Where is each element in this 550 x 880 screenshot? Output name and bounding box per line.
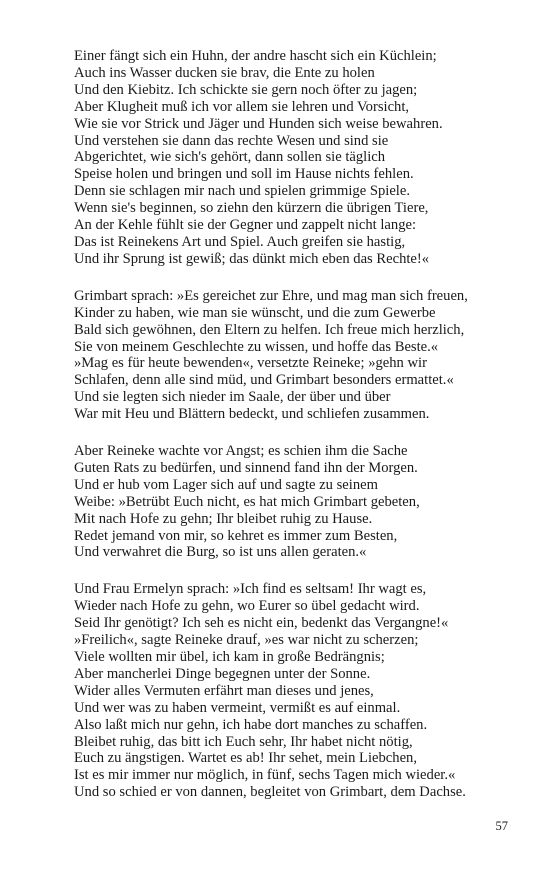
verse-line: Weibe: »Betrübt Euch nicht, es hat mich Grimbart gebeten,: [74, 493, 420, 510]
verse-line: Mit nach Hofe zu gehn; Ihr bleibet ruhig zu Hause.: [74, 510, 373, 527]
verse-line: Auch ins Wasser ducken sie brav, die Ente zu holen: [74, 64, 375, 81]
verse-line: Aber mancherlei Dinge begegnen unter der Sonne.: [74, 665, 371, 682]
verse-line: Und wer was zu haben vermeint, vermißt es auf einmal.: [74, 699, 401, 716]
verse-line: Denn sie schlagen mir nach und spielen grimmige Spiele.: [74, 183, 410, 200]
verse-line: »Mag es für heute bewenden«, versetzte Reineke; »gehn wir: [74, 355, 427, 372]
verse-line: Seid Ihr genötigt? Ich seh es nicht ein, bedenkt das Vergangne!«: [74, 615, 449, 632]
stanza: [74, 581, 514, 801]
verse-line: Wenn sie's beginnen, so ziehn den kürzern die übrigen Tiere,: [74, 200, 429, 217]
verse-line: Sie von meinem Geschlechte zu wissen, und hoffe das Beste.«: [74, 338, 439, 355]
verse-line: Aber Klugheit muß ich vor allem sie lehren und Vorsicht,: [74, 98, 410, 115]
verse-line: Abgerichtet, wie sich's gehört, dann sollen sie täglich: [74, 149, 386, 166]
verse-line: Kinder zu haben, wie man sie wünscht, und die zum Gewerbe: [74, 304, 436, 321]
verse-line: Und den Kiebitz. Ich schickte sie gern noch öfter zu jagen;: [74, 81, 418, 98]
verse-line: Schlafen, denn alle sind müd, und Grimbart besonders ermattet.«: [74, 372, 454, 389]
verse-line: Viele wollten mir übel, ich kam in große Bedrängnis;: [74, 649, 385, 665]
verse-line: Also laßt mich nur gehn, ich habe dort manches zu schaffen.: [74, 716, 428, 733]
verse-line: Wider alles Vermuten erfährt man dieses und jenes,: [74, 682, 374, 699]
verse-line: Und sie legten sich nieder im Saale, der über und über: [74, 389, 391, 406]
verse-line: Bald sich gewöhnen, den Eltern zu helfen. Ich freue mich herzlich,: [74, 321, 465, 338]
page-text: [74, 48, 514, 821]
verse-line: Redet jemand von mir, so kehret es immer zum Besten,: [74, 527, 398, 544]
verse-line: Und er hub vom Lager sich auf und sagte zu seinem: [74, 476, 378, 493]
verse-line: Ist es mir immer nur möglich, in fünf, sechs Tagen mich wieder.«: [74, 767, 456, 784]
verse-line: Wie sie vor Strick und Jäger und Hunden sich weise bewahren.: [74, 115, 443, 132]
verse-line: Aber Reineke wachte vor Angst; es schien ihm die Sache: [74, 443, 408, 460]
verse-line: Bleibet ruhig, das bitt ich Euch sehr, Ihr habet nicht nötig,: [74, 733, 413, 750]
verse-line: Und Frau Ermelyn sprach: »Ich find es seltsam! Ihr wagt es,: [74, 581, 427, 598]
verse-line: War mit Heu und Blättern bedeckt, und schliefen zusammen.: [74, 406, 430, 423]
verse-line: »Freilich«, sagte Reineke drauf, »es war nicht zu scherzen;: [74, 632, 419, 649]
verse-line: Wieder nach Hofe zu gehn, wo Eurer so übel gedacht wird.: [74, 598, 420, 615]
stanza: [74, 48, 514, 268]
stanza: [74, 288, 514, 423]
verse-line: Das ist Reinekens Art und Spiel. Auch greifen sie hastig,: [74, 233, 406, 250]
verse-line: An der Kehle fühlt sie der Gegner und zappelt nicht lange:: [74, 217, 417, 234]
verse-line: Speise holen und bringen und soll im Hause nichts fehlen.: [74, 166, 414, 183]
stanza: [74, 443, 514, 561]
verse-line: Und ihr Sprung ist gewiß; das dünkt mich eben das Rechte!«: [74, 250, 430, 267]
verse-line: Euch zu ängstigen. Wartet es ab! Ihr sehet, mein Liebchen,: [74, 750, 418, 767]
verse-line: Grimbart sprach: »Es gereichet zur Ehre, und mag man sich freuen,: [74, 287, 468, 304]
verse-line: Und verwahret die Burg, so ist uns allen geraten.«: [74, 544, 367, 561]
page-number: 57: [495, 819, 508, 833]
verse-line: Einer fängt sich ein Huhn, der andre hascht sich ein Küchlein;: [74, 48, 437, 64]
verse-line: Und so schied er von dannen, begleitet von Grimbart, dem Dachse.: [74, 784, 466, 801]
verse-line: Und verstehen sie dann das rechte Wesen und sind sie: [74, 132, 389, 149]
verse-line: Guten Rats zu bedürfen, und sinnend fand ihn der Morgen.: [74, 459, 418, 476]
